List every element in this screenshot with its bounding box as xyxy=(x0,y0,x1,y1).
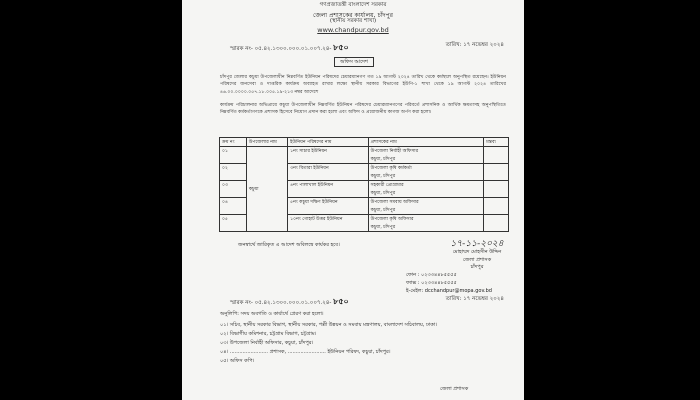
officer-location: কচুয়া, চাঁদপুর xyxy=(370,157,396,162)
row-serial: ০২ xyxy=(220,164,247,181)
body-paragraph-1: চাঁদপুর জেলার কচুয়া উপজেলাধীন নিম্নবর্ণিত ইউনিয়ন পরিষদের চেয়ারম্যানগণ গত ১৯ আগস্ট ২০২৪ তারিখ থেকে কর্মস্থলে অনুপস্থিত রয়েছেন। ইউনিয়ন পরিষদের জনসেবা ও দাপ্তরিক কার্যক্রম অব্যাহত রাখার লক্ষ্যে স্থানীয় সরকার বিভাগের ইউপি-১ শাখা থেকে ১৯ আগস্ট ২০২৪ তারিখের ৪৬.০০.০০০০.০৫৭.১৮.০০৫.১৯-২১৩ নম্বর আদেশে xyxy=(220,75,506,95)
website-link[interactable]: www.chandpur.gov.bd xyxy=(317,26,389,34)
cc-item: ০২। বিভাগীয় কমিশনার, চট্টগ্রাম বিভাগ, চট্টগ্রাম। xyxy=(220,331,317,337)
officer-designation: উপজেলা কৃষি কর্মকর্তা xyxy=(370,166,412,171)
officer-designation: উপজেলা নির্বাহী অফিসার xyxy=(370,149,419,154)
government-header: গণপ্রজাতন্ত্রী বাংলাদেশ সরকার xyxy=(319,2,387,8)
body-paragraph-2: কার্যক্রম পরিচালনার অভিপ্রায়ে কচুয়া উপজেলাধীন নিম্নবর্ণিত ইউনিয়ন পরিষদের চেয়ারম্যানগণের পরিবর্তে প্রশাসনিক ও আর্থিক ক্ষমতাসহ অনুপস্থিতিতে নিম্নবর্ণিত কর্মকর্তাগণকে প্রশাসক হিসেবে নিয়োগ প্রদান করা হলো এবং অফিস ও প্রয়োজনীয় কাগজ অর্পণ করা হলো। xyxy=(220,103,506,116)
upazila-cell: কচুয়া xyxy=(246,147,287,232)
officer-location: কচুয়া, চাঁদপুর xyxy=(370,191,396,196)
row-officer xyxy=(368,147,484,164)
closing-statement: জনস্বার্থে জারিকৃত এ আদেশ অবিলম্বে কার্যকর হবে। xyxy=(238,242,340,248)
row-officer xyxy=(368,215,484,232)
signatory-email[interactable]: ই-মেইল: dcchandpur@mopa.gov.bd xyxy=(406,288,492,294)
row-serial: ০৪ xyxy=(220,198,247,215)
memo2-ref-label: স্মারক নং- xyxy=(230,300,253,306)
memo-ref-label: স্মারক নং- xyxy=(230,46,253,52)
document-page xyxy=(182,0,524,400)
document-title: অফিস আদেশ xyxy=(334,57,374,67)
cc-item: ০৫। অফিস কপি। xyxy=(220,358,255,364)
officer-location: কচুয়া, চাঁদপুর xyxy=(370,208,396,213)
signatory-name: মোহাম্মদ মোহসীন উদ্দিন xyxy=(452,249,502,255)
signatory-fax: ফ্যাক্স : ০২৩৩৪৪৮৫৫৫৫ xyxy=(406,280,457,286)
signatory-place: চাঁদপুর xyxy=(470,264,484,270)
row-officer xyxy=(368,164,484,181)
memo-date: তারিখ: ১৭ নভেম্বর ২০২৪ xyxy=(445,42,504,48)
row-union: ১০নং গোহাট উত্তর ইউনিয়ন xyxy=(288,215,369,232)
col-header-union: ইউনিয়ন পরিষদের নাম xyxy=(288,138,369,147)
cc-item: ০১। সচিব, স্থানীয় সরকার বিভাগ, স্থানীয় সরকার, পল্লী উন্নয়ন ও সমবায় মন্ত্রণালয়, বাংলাদেশ সচিবালয়, ঢাকা। xyxy=(220,322,437,328)
officer-designation: উপজেলা কৃষি অফিসার xyxy=(370,217,414,222)
row-serial: ০১ xyxy=(220,147,247,164)
signature-block xyxy=(432,240,522,272)
officer-designation: সহকারী প্রোগ্রামার xyxy=(370,183,404,188)
officer-location: কচুয়া, চাঁদপুর xyxy=(370,174,396,179)
memo2-ref-suffix: ৮৫০ xyxy=(333,297,349,306)
officer-designation: উপজেলা সমবায় অফিসার xyxy=(370,200,419,205)
memo-reference xyxy=(230,42,349,55)
row-remarks xyxy=(484,164,509,181)
memo-ref-number: ০৫.৪২.১৩০০.০০০.০১.০০৭.২৪- xyxy=(254,46,332,52)
section-name: (স্থানীয় সরকার শাখা) xyxy=(329,18,377,24)
row-union: ৩নং বিতারা ইউনিয়ন xyxy=(288,164,369,181)
col-header-remarks: মন্তব্য xyxy=(484,138,509,147)
memo2-ref-number: ০৫.৪২.১৩০০.০০০.০১.০০৭.২৪- xyxy=(254,300,332,306)
row-officer xyxy=(368,198,484,215)
memo-ref-suffix: ৮৫০ xyxy=(333,43,349,52)
office-name: জেলা প্রশাসকের কার্যালয়, চাঁদপুর xyxy=(313,12,393,19)
signatory-designation: জেলা প্রশাসক xyxy=(462,256,492,263)
row-union: ১নং সাচার ইউনিয়ন xyxy=(288,147,369,164)
row-union: ৫নং কচুয়া দক্ষিণ ইউনিয়ন xyxy=(288,198,369,215)
officer-location: কচুয়া, চাঁদপুর xyxy=(370,225,396,230)
row-officer xyxy=(368,181,484,198)
cc-item: ০৪। ........................ প্রশাসক, ........................ ইউনিয়ন পরিষদ, কচুয়া, চাঁদপুর। xyxy=(220,349,391,355)
administrator-table xyxy=(219,137,509,232)
col-header-administrator: প্রশাসকের নাম xyxy=(368,138,484,147)
row-serial: ০৩ xyxy=(220,181,247,198)
col-header-serial: ক্রম নং xyxy=(220,138,247,147)
table-header-row xyxy=(220,138,509,147)
row-remarks xyxy=(484,215,509,232)
signatory-phone: ফোন : ০২৩৩৪৪৮৫৫৫৫ xyxy=(406,272,457,278)
bottom-signature: জেলা প্রশাসক xyxy=(440,386,469,392)
col-header-upazila: উপজেলার নাম xyxy=(246,138,287,147)
cc-heading: অনুলিপি: সদয় অবগতি ও কার্যার্থে প্রেরণ করা হলো। xyxy=(220,311,324,317)
table-row xyxy=(220,147,509,164)
row-remarks xyxy=(484,198,509,215)
row-union: ৪নং পালাখাল ইউনিয়ন xyxy=(288,181,369,198)
memo2-date: তারিখ: ১৭ নভেম্বর ২০২৪ xyxy=(445,296,504,302)
signature-date: ১৭-১১-২০২৪ xyxy=(450,239,504,249)
row-serial: ০৫ xyxy=(220,215,247,232)
row-remarks xyxy=(484,147,509,164)
memo-reference-2 xyxy=(230,296,349,309)
row-remarks xyxy=(484,181,509,198)
cc-item: ০৩। উপজেলা নির্বাহী অফিসার, কচুয়া, চাঁদপুর। xyxy=(220,340,314,346)
